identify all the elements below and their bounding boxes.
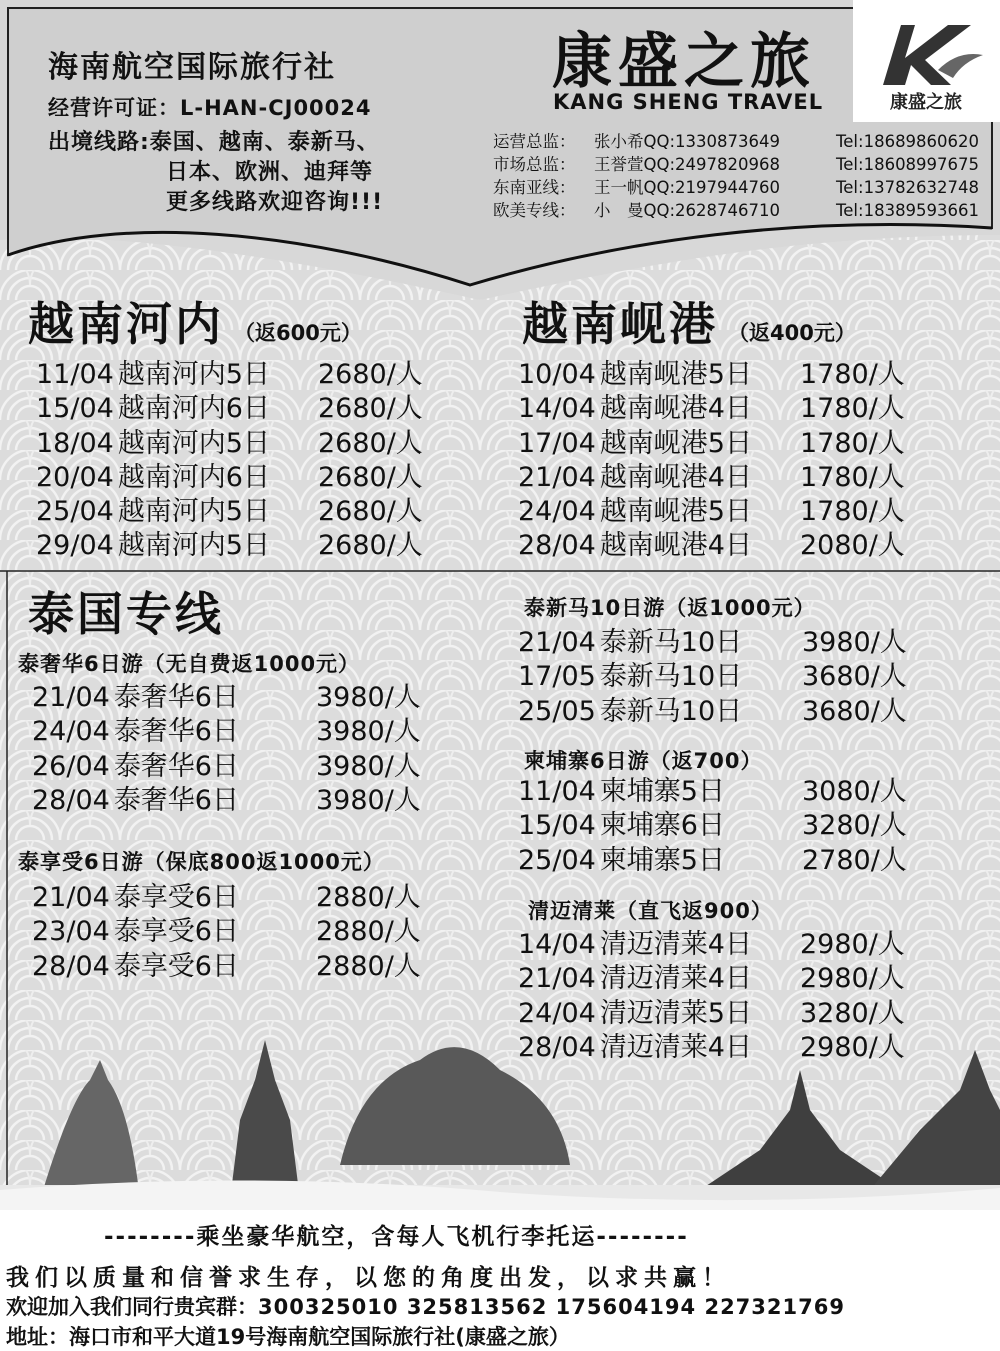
tour-date-name: 25/04 [36, 496, 114, 528]
tour-price: 3980/人 [316, 750, 421, 782]
hanoi-list [36, 358, 456, 564]
tour-date-name: 11/04 [518, 776, 596, 807]
tour-row [518, 695, 938, 729]
tour-row [32, 784, 452, 818]
luxury-list [32, 681, 452, 818]
routes-line-1: 出境线路:泰国、越南、泰新马、 [48, 130, 380, 155]
tour-row [32, 950, 452, 984]
tour-name: 越南河内6日 [117, 461, 270, 493]
tour-date-name: 14/04 [518, 393, 596, 425]
contact-row [493, 176, 979, 199]
tour-date-name: 25/04 [518, 844, 596, 876]
tour-price: 3980/人 [316, 716, 421, 748]
tour-price: 2980/人 [800, 963, 905, 995]
tour-name: 越南岘港5日 [599, 427, 752, 459]
tour-row [518, 1031, 938, 1065]
routes-line-3: 更多线路欢迎咨询!!! [166, 190, 384, 215]
tour-date-name: 28/04 [518, 1031, 596, 1063]
brand-title: 康盛之旅 [552, 27, 816, 97]
tour-price: 2680/人 [318, 427, 423, 459]
tour-name: 清迈清莱4日 [599, 963, 752, 995]
tour-name: 泰享受6日 [113, 916, 239, 948]
tour-price: 3080/人 [802, 776, 907, 807]
tour-price: 3980/人 [316, 682, 421, 713]
tour-date-name: 17/05 [518, 661, 596, 693]
tour-price: 1780/人 [800, 461, 905, 493]
tour-row [518, 844, 938, 878]
tour-price: 3980/人 [802, 627, 907, 658]
tour-name: 泰奢华6日 [113, 682, 239, 713]
routes-line-2: 日本、欧洲、迪拜等 [166, 160, 374, 185]
group-numbers: 300325010 325813562 175604194 227321769 [258, 1295, 845, 1319]
contact-tel: Tel:18689860620 [836, 132, 980, 151]
tour-name: 越南岘港5日 [599, 496, 752, 528]
tour-row [32, 915, 452, 949]
tour-price: 2780/人 [802, 844, 907, 876]
tour-row [518, 461, 938, 495]
tour-row [36, 495, 456, 529]
tour-date-name: 17/04 [518, 427, 596, 459]
tour-date-name: 24/04 [518, 997, 596, 1029]
enjoy-title: 泰享受6日游（保底800返1000元） [18, 850, 385, 874]
tour-price: 1780/人 [800, 359, 905, 390]
group-label: 欢迎加入我们同行贵宾群： [6, 1295, 258, 1319]
tour-name: 清迈清莱4日 [599, 929, 752, 960]
tour-row [36, 427, 456, 461]
contacts-list [493, 130, 979, 222]
tour-date-name: 21/04 [518, 627, 596, 658]
tour-row [518, 809, 938, 843]
tour-date-name: 15/04 [518, 810, 596, 842]
danang-heading [522, 288, 856, 354]
tour-name: 越南河内5日 [117, 496, 270, 528]
tour-date-name: 28/04 [32, 950, 110, 982]
tour-row [32, 715, 452, 749]
tour-price: 2080/人 [800, 530, 905, 562]
logo-text: 康盛之旅 [890, 92, 962, 113]
license-number: 经营许可证：L-HAN-CJ00024 [48, 96, 372, 120]
tour-row [36, 461, 456, 495]
tour-date-name: 28/04 [518, 530, 596, 562]
chiangmai-list [518, 928, 938, 1065]
tour-date-name: 14/04 [518, 929, 596, 960]
tour-price: 2980/人 [800, 929, 905, 960]
tour-date-name: 25/05 [518, 695, 596, 727]
footer-group [6, 1291, 845, 1321]
contact-role: 市场总监： [493, 155, 576, 174]
hanoi-subtitle: （返600元） [234, 321, 362, 345]
tour-price: 3280/人 [800, 997, 905, 1029]
tour-row [518, 660, 938, 694]
tour-price: 2680/人 [318, 496, 423, 528]
tour-date-name: 18/04 [36, 427, 114, 459]
tour-date-name: 21/04 [518, 461, 596, 493]
tour-date-name: 29/04 [36, 530, 114, 562]
tour-name: 清迈清莱5日 [599, 997, 752, 1029]
tour-row [32, 681, 452, 715]
tour-name: 泰新马10日 [599, 695, 743, 727]
contact-qq: 王誉萱QQ:2497820968 [594, 155, 781, 174]
enjoy-list [32, 881, 452, 984]
tour-row [518, 495, 938, 529]
tour-price: 2680/人 [318, 461, 423, 493]
danang-list [518, 358, 938, 564]
tour-date-name: 15/04 [36, 393, 114, 425]
tour-price: 2680/人 [318, 530, 423, 562]
tour-date-name: 21/04 [32, 882, 110, 913]
tour-name: 越南河内5日 [117, 359, 270, 390]
tour-name: 越南河内5日 [117, 427, 270, 459]
tour-price: 2880/人 [316, 950, 421, 982]
tour-price: 2680/人 [318, 393, 423, 425]
tour-name: 柬埔寨6日 [599, 810, 725, 842]
tour-row [518, 529, 938, 563]
contact-tel: Tel:13782632748 [836, 178, 980, 197]
tour-date-name: 21/04 [518, 963, 596, 995]
tour-date-name: 24/04 [518, 496, 596, 528]
tour-price: 2880/人 [316, 916, 421, 948]
contact-tel: Tel:18389593661 [836, 201, 980, 220]
tour-name: 清迈清莱4日 [599, 1031, 752, 1063]
tour-row [32, 750, 452, 784]
footer-slogan: --------乘坐豪华航空，含每人飞机行李托运-------- [104, 1224, 689, 1250]
hanoi-title: 越南河内 [28, 297, 224, 351]
tour-name: 柬埔寨5日 [599, 844, 725, 876]
tour-date-name: 10/04 [518, 359, 596, 390]
tour-date-name: 28/04 [32, 784, 110, 816]
tour-name: 越南河内6日 [117, 393, 270, 425]
logo-k-icon [853, 0, 1000, 122]
tour-row [518, 997, 938, 1031]
tour-price: 3680/人 [802, 661, 907, 693]
contact-tel: Tel:18608997675 [836, 155, 980, 174]
cambodia-title: 柬埔寨6日游（返700） [524, 749, 763, 773]
tour-price: 1780/人 [800, 427, 905, 459]
thailand-title: 泰国专线 [28, 587, 224, 641]
contact-qq: 王一帆QQ:2197944760 [594, 178, 781, 197]
tour-name: 泰新马10日 [599, 627, 743, 658]
contact-row [493, 153, 979, 176]
tour-date-name: 11/04 [36, 359, 114, 390]
tour-name: 泰新马10日 [599, 661, 743, 693]
tour-price: 3980/人 [316, 784, 421, 816]
tour-row [518, 928, 938, 962]
tour-name: 泰享受6日 [113, 950, 239, 982]
tour-name: 泰奢华6日 [113, 750, 239, 782]
tour-name: 越南岘港5日 [599, 359, 752, 390]
tour-row [518, 358, 938, 392]
tour-row [518, 392, 938, 426]
tour-date-name: 21/04 [32, 682, 110, 713]
tour-name: 泰奢华6日 [113, 784, 239, 816]
tour-name: 越南岘港4日 [599, 461, 752, 493]
tour-price: 3280/人 [802, 810, 907, 842]
luxury-title: 泰奢华6日游（无自费返1000元） [18, 652, 361, 676]
footer-address: 地址：海口市和平大道19号海南航空国际旅行社(康盛之旅） [6, 1325, 570, 1349]
tour-name: 泰享受6日 [113, 882, 239, 913]
contact-qq: 张小希QQ:1330873649 [594, 132, 781, 151]
danang-title: 越南岘港 [522, 297, 718, 351]
contact-role: 东南亚线： [493, 178, 576, 197]
tour-name: 越南河内5日 [117, 530, 270, 562]
tour-date-name: 24/04 [32, 716, 110, 748]
tour-date-name: 23/04 [32, 916, 110, 948]
tour-name: 越南岘港4日 [599, 393, 752, 425]
danang-subtitle: （返400元） [728, 321, 856, 345]
tour-row [36, 392, 456, 426]
tour-row [518, 626, 938, 660]
tour-row [518, 775, 938, 809]
cambodia-list [518, 775, 938, 878]
hanoi-heading [28, 288, 362, 354]
tour-row [32, 881, 452, 915]
tour-date-name: 20/04 [36, 461, 114, 493]
tour-price: 1780/人 [800, 393, 905, 425]
tour-row [518, 962, 938, 996]
tour-row [36, 358, 456, 392]
brand-logo [853, 0, 1000, 122]
tour-name: 柬埔寨5日 [599, 776, 725, 807]
contact-role: 运营总监： [493, 132, 576, 151]
footer-motto: 我们以质量和信誉求生存，以您的角度出发，以求共赢！ [6, 1265, 731, 1291]
contact-row [493, 199, 979, 222]
tsm-list [518, 626, 938, 729]
brand-english: KANG SHENG TRAVEL [553, 90, 824, 114]
tour-row [518, 427, 938, 461]
routes-block [48, 128, 383, 218]
tour-name: 泰奢华6日 [113, 716, 239, 748]
contact-row [493, 130, 979, 153]
header-company-block [48, 42, 372, 122]
tour-price: 1780/人 [800, 496, 905, 528]
tour-price: 2880/人 [316, 882, 421, 913]
tour-date-name: 26/04 [32, 750, 110, 782]
tour-price: 2980/人 [800, 1031, 905, 1063]
contact-qq: 小 曼QQ:2628746710 [594, 201, 781, 220]
company-name: 海南航空国际旅行社 [48, 50, 336, 85]
tour-row [36, 529, 456, 563]
tour-price: 2680/人 [318, 359, 423, 390]
tour-price: 3680/人 [802, 695, 907, 727]
tour-name: 越南岘港4日 [599, 530, 752, 562]
tsm-title: 泰新马10日游（返1000元） [524, 596, 816, 620]
contact-role: 欧美专线： [493, 201, 576, 220]
chiangmai-title: 清迈清莱（直飞返900） [528, 899, 773, 923]
